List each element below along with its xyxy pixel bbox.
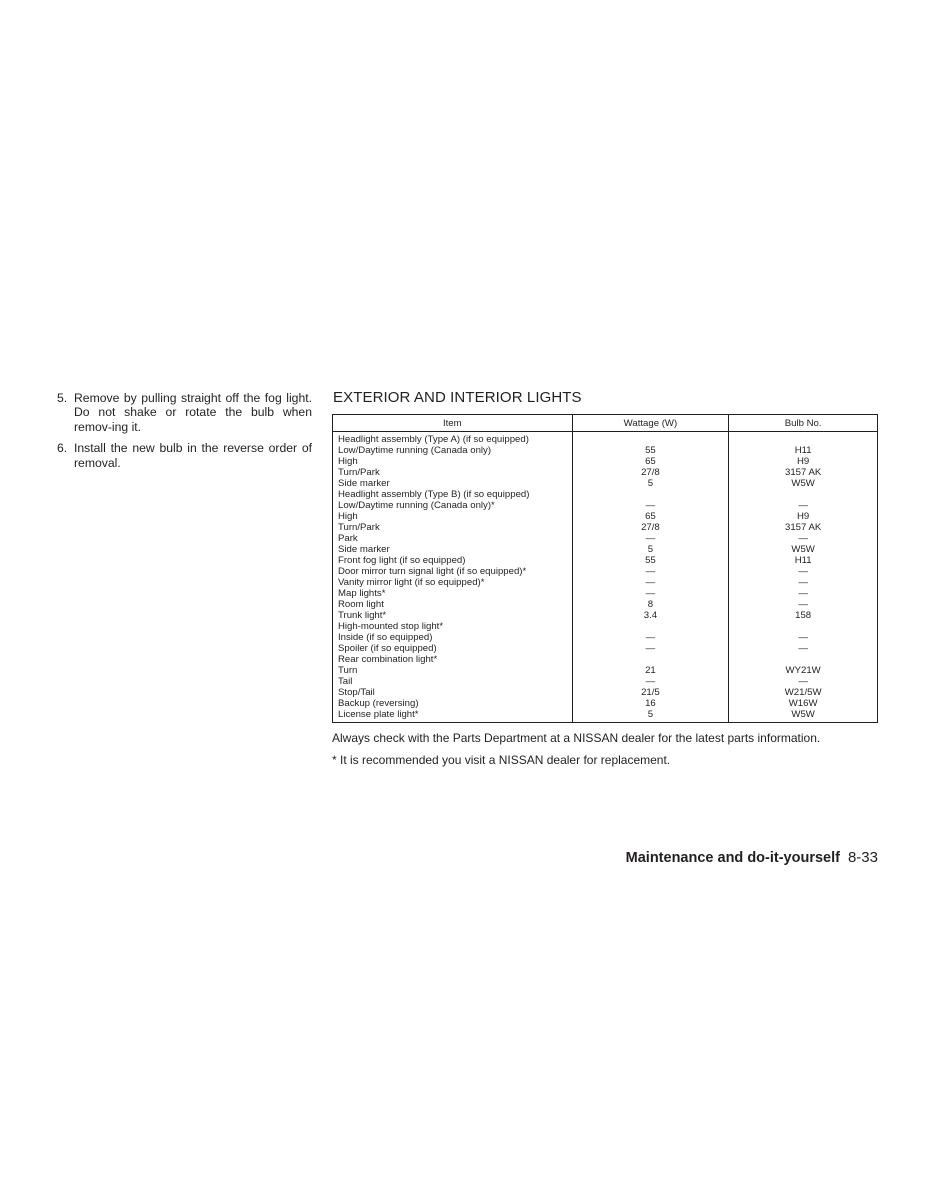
header-item: Item (333, 415, 573, 432)
cell-bulb-no: — (729, 588, 878, 599)
lights-section (332, 389, 879, 723)
table-row (333, 654, 878, 665)
cell-bulb-no: — (729, 643, 878, 654)
cell-bulb-no: H11 (729, 555, 878, 566)
table-row (333, 522, 878, 533)
cell-wattage: 16 (572, 698, 729, 709)
cell-wattage: — (572, 588, 729, 599)
cell-bulb-no: — (729, 577, 878, 588)
instruction-steps (57, 391, 312, 477)
cell-bulb-no: H9 (729, 511, 878, 522)
dealer-note: * It is recommended you visit a NISSAN dealer for replacement. (332, 753, 671, 767)
header-wattage: Wattage (W) (572, 415, 729, 432)
table-row (333, 665, 878, 676)
cell-wattage: — (572, 632, 729, 643)
cell-wattage: — (572, 577, 729, 588)
cell-item: Trunk light* (338, 610, 387, 621)
step-number: 5. (57, 391, 68, 405)
cell-item: Turn/Park (338, 467, 380, 478)
cell-bulb-no: W21/5W (729, 687, 878, 698)
cell-bulb-no: — (729, 676, 878, 687)
cell-wattage: 27/8 (572, 467, 729, 478)
step-5 (57, 391, 312, 434)
cell-item: High (338, 456, 358, 467)
cell-item: Headlight assembly (Type B) (if so equipped) (338, 489, 530, 500)
cell-wattage: 5 (572, 709, 729, 723)
step-number: 6. (57, 441, 68, 456)
cell-wattage (572, 654, 729, 665)
cell-wattage: 55 (572, 555, 729, 566)
page-footer (626, 849, 878, 867)
cell-wattage: 21/5 (572, 687, 729, 698)
cell-item: High (338, 511, 358, 522)
cell-item: Stop/Tail (338, 687, 375, 698)
cell-wattage: — (572, 533, 729, 544)
cell-wattage: — (572, 566, 729, 577)
cell-bulb-no: — (729, 566, 878, 577)
table-header-row (333, 415, 878, 432)
cell-item: Side marker (338, 544, 390, 555)
cell-bulb-no: H11 (729, 445, 878, 456)
cell-bulb-no: — (729, 533, 878, 544)
chapter-title: Maintenance and do-it-yourself (625, 850, 840, 866)
cell-item: Turn (338, 665, 358, 676)
table-row (333, 566, 878, 577)
cell-item: Tail (338, 676, 353, 687)
table-row (333, 588, 878, 599)
table-row (333, 709, 878, 723)
cell-wattage: — (572, 676, 729, 687)
cell-item: Low/Daytime running (Canada only)* (338, 500, 495, 511)
cell-wattage: 3.4 (572, 610, 729, 621)
header-bulb-no: Bulb No. (729, 415, 878, 432)
table-row (333, 500, 878, 511)
cell-bulb-no: W5W (729, 544, 878, 555)
table-row (333, 456, 878, 467)
cell-bulb-no: 158 (729, 610, 878, 621)
cell-item: Inside (if so equipped) (338, 632, 433, 643)
table-row (333, 687, 878, 698)
cell-bulb-no (729, 432, 878, 446)
cell-wattage: 65 (572, 456, 729, 467)
cell-item: Front fog light (if so equipped) (338, 555, 466, 566)
table-row (333, 632, 878, 643)
cell-item: Backup (reversing) (338, 698, 419, 709)
cell-bulb-no: W16W (729, 698, 878, 709)
step-text: Install the new bulb in the reverse order of removal. (74, 441, 312, 470)
cell-wattage: 55 (572, 445, 729, 456)
cell-item: Headlight assembly (Type A) (if so equipped) (338, 434, 529, 445)
cell-bulb-no (729, 489, 878, 500)
cell-wattage: 65 (572, 511, 729, 522)
cell-item: Turn/Park (338, 522, 380, 533)
step-6 (57, 441, 312, 470)
cell-bulb-no: W5W (729, 709, 878, 723)
cell-item: License plate light* (338, 709, 419, 720)
cell-item: Side marker (338, 478, 390, 489)
cell-wattage: 5 (572, 478, 729, 489)
cell-bulb-no: H9 (729, 456, 878, 467)
cell-bulb-no: 3157 AK (729, 467, 878, 478)
cell-item: Room light (338, 599, 384, 610)
bulb-table (332, 414, 878, 723)
table-body (333, 432, 878, 723)
cell-bulb-no (729, 621, 878, 632)
table-row (333, 676, 878, 687)
table-row (333, 599, 878, 610)
cell-item: Door mirror turn signal light (if so equipped)* (338, 566, 527, 577)
cell-wattage: 8 (572, 599, 729, 610)
table-row (333, 643, 878, 654)
cell-wattage (572, 621, 729, 632)
parts-note: Always check with the Parts Department at a NISSAN dealer for the latest parts information. (332, 731, 821, 745)
cell-item: Vanity mirror light (if so equipped)* (338, 577, 485, 588)
table-row (333, 489, 878, 500)
cell-item: Low/Daytime running (Canada only) (338, 445, 492, 456)
table-row (333, 555, 878, 566)
cell-wattage: 27/8 (572, 522, 729, 533)
table-row (333, 478, 878, 489)
cell-wattage: 5 (572, 544, 729, 555)
cell-wattage (572, 489, 729, 500)
table-row (333, 445, 878, 456)
cell-item: Park (338, 533, 358, 544)
table-row (333, 533, 878, 544)
cell-item: Spoiler (if so equipped) (338, 643, 437, 654)
cell-bulb-no: — (729, 632, 878, 643)
cell-bulb-no (729, 654, 878, 665)
table-row (333, 511, 878, 522)
step-text: Remove by pulling straight off the fog light. Do not shake or rotate the bulb when remov-ing it. (74, 391, 312, 434)
page-number: 8-33 (847, 849, 878, 866)
cell-bulb-no: W5W (729, 478, 878, 489)
table-row (333, 544, 878, 555)
cell-item: High-mounted stop light* (338, 621, 444, 632)
cell-wattage: 21 (572, 665, 729, 676)
cell-bulb-no: — (729, 500, 878, 511)
cell-wattage (572, 432, 729, 446)
cell-item: Map lights* (338, 588, 386, 599)
table-row (333, 610, 878, 621)
table-row (333, 432, 878, 446)
table-row (333, 698, 878, 709)
cell-bulb-no: 3157 AK (729, 522, 878, 533)
table-row (333, 467, 878, 478)
cell-item: Rear combination light* (338, 654, 438, 665)
cell-wattage: — (572, 500, 729, 511)
table-row (333, 621, 878, 632)
cell-wattage: — (572, 643, 729, 654)
table-row (333, 577, 878, 588)
cell-bulb-no: WY21W (729, 665, 878, 676)
cell-bulb-no: — (729, 599, 878, 610)
section-title: EXTERIOR AND INTERIOR LIGHTS (333, 389, 582, 406)
